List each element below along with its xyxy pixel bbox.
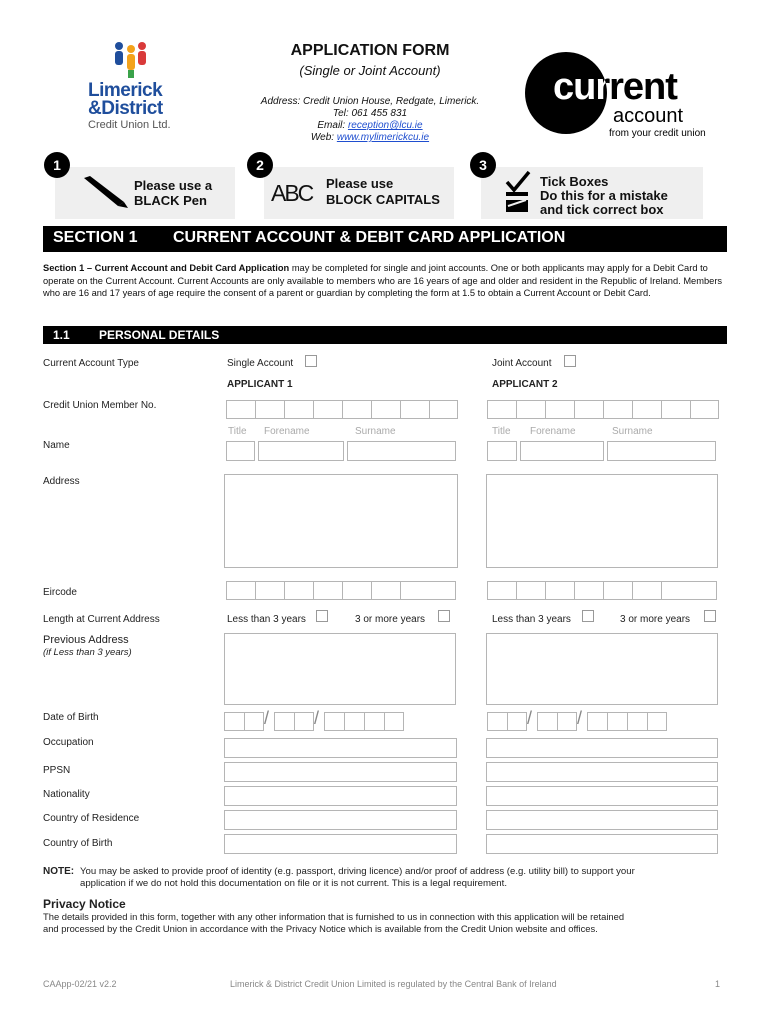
logo-line-limerick: Limerick xyxy=(88,80,163,101)
cu-address: Address: Credit Union House, Redgate, Limerick. xyxy=(260,96,480,107)
joint-account-label: Joint Account xyxy=(492,358,552,369)
account-type-label: Current Account Type xyxy=(43,358,139,369)
family-figures-icon xyxy=(111,40,151,80)
dob-cell[interactable] xyxy=(274,712,294,731)
prev-address-label: Previous Address xyxy=(43,634,129,646)
member-digit-cell[interactable] xyxy=(603,400,632,419)
eircode-cell[interactable] xyxy=(545,581,574,600)
section-title: CURRENT ACCOUNT & DEBIT CARD APPLICATION xyxy=(173,229,566,246)
dob-cell[interactable] xyxy=(344,712,364,731)
a2-less3-label: Less than 3 years xyxy=(492,614,571,625)
eircode-cell[interactable] xyxy=(342,581,371,600)
note-label: NOTE: xyxy=(43,866,75,877)
a1-prev-address-input[interactable] xyxy=(224,633,456,705)
dob-cell[interactable] xyxy=(487,712,507,731)
dob-cell[interactable] xyxy=(507,712,527,731)
member-digit-cell[interactable] xyxy=(371,400,400,419)
applicant-2-heading: APPLICANT 2 xyxy=(492,379,558,390)
member-digit-cell[interactable] xyxy=(545,400,574,419)
tick-box-icon xyxy=(504,170,532,216)
instruction-3-line1: Tick Boxes xyxy=(540,174,609,189)
web-label: Web: xyxy=(310,132,337,143)
a1-forename-hint: Forename xyxy=(264,426,310,437)
a2-forename-hint: Forename xyxy=(530,426,576,437)
instruction-num-1: 1 xyxy=(44,152,70,178)
eircode-cell[interactable] xyxy=(226,581,255,600)
a2-prev-address-input[interactable] xyxy=(486,633,718,705)
eircode-cell[interactable] xyxy=(255,581,284,600)
a2-eircode[interactable] xyxy=(487,581,719,601)
section-number: SECTION 1 xyxy=(53,229,138,246)
applicant-2-member-no[interactable] xyxy=(487,400,719,420)
a1-less3-checkbox[interactable] xyxy=(316,610,328,622)
a1-residence-input[interactable] xyxy=(224,810,457,830)
cu-web-row xyxy=(220,132,520,143)
a1-title-input[interactable] xyxy=(226,441,255,461)
residence-label: Country of Residence xyxy=(43,813,140,824)
member-digit-cell[interactable] xyxy=(313,400,342,419)
instruction-num-3: 3 xyxy=(470,152,496,178)
subsection-title: PERSONAL DETAILS xyxy=(99,328,220,342)
birth-country-label: Country of Birth xyxy=(43,838,113,849)
footer-page-number: 1 xyxy=(715,979,721,989)
dob-cell[interactable] xyxy=(384,712,404,731)
cu-tel: Tel: 061 455 831 xyxy=(332,108,408,119)
form-subtitle: (Single or Joint Account) xyxy=(299,63,441,78)
a1-more3-checkbox[interactable] xyxy=(438,610,450,622)
instruction-2-line1: Please use xyxy=(326,176,394,191)
nationality-label: Nationality xyxy=(43,789,90,800)
eircode-cell[interactable] xyxy=(661,581,717,600)
brand-tagline: from your credit union xyxy=(609,128,706,139)
a2-nationality-input[interactable] xyxy=(486,786,718,806)
personal-details-bar xyxy=(43,326,727,344)
privacy-text-2: and processed by the Credit Union in accordance with the Privacy Notice which is available from the Credit Union website and offices. xyxy=(43,923,598,934)
brand-word-current: current xyxy=(553,66,677,108)
dob-cell[interactable] xyxy=(647,712,667,731)
applicant-1-heading: APPLICANT 1 xyxy=(227,379,293,390)
instruction-1-line1: Please use a xyxy=(134,178,213,193)
member-no-label: Credit Union Member No. xyxy=(43,400,157,411)
footer-code: CAApp-02/21 v2.2 xyxy=(43,979,117,989)
note-text-1: You may be asked to provide proof of identity (e.g. passport, driving licence) and/or proof of address (e.g. utility bill) to support your xyxy=(80,866,635,877)
a1-eircode[interactable] xyxy=(226,581,458,601)
a1-birth-country-input[interactable] xyxy=(224,834,457,854)
dob-cell[interactable] xyxy=(364,712,384,731)
a2-more3-checkbox[interactable] xyxy=(704,610,716,622)
a1-nationality-input[interactable] xyxy=(224,786,457,806)
a2-address-input[interactable] xyxy=(486,474,718,568)
eircode-cell[interactable] xyxy=(284,581,313,600)
a2-title-hint: Title xyxy=(492,426,511,437)
dob-cell[interactable] xyxy=(294,712,314,731)
ppsn-label: PPSN xyxy=(43,765,71,776)
joint-account-checkbox[interactable] xyxy=(564,355,576,367)
section-header-bar xyxy=(43,226,727,252)
credit-union-logo xyxy=(86,40,186,132)
pen-icon xyxy=(80,174,130,210)
a1-address-input[interactable] xyxy=(224,474,458,568)
member-digit-cell[interactable] xyxy=(516,400,545,419)
single-account-checkbox[interactable] xyxy=(305,355,317,367)
a1-surname-hint: Surname xyxy=(355,426,396,437)
brand-word-account: account xyxy=(613,105,684,127)
logo-line-district: &District xyxy=(88,98,163,119)
eircode-cell[interactable] xyxy=(632,581,661,600)
subsection-number: 1.1 xyxy=(53,328,70,342)
prev-address-note: (if Less than 3 years) xyxy=(43,647,132,658)
a1-occupation-input[interactable] xyxy=(224,738,457,758)
cu-email-row xyxy=(220,120,520,131)
a2-title-input[interactable] xyxy=(487,441,517,461)
privacy-text-1: The details provided in this form, together with any other information that is furnished to us in connection with this application will be retained xyxy=(43,911,625,922)
a1-dob[interactable] xyxy=(224,708,406,732)
a2-occupation-input[interactable] xyxy=(486,738,718,758)
member-digit-cell[interactable] xyxy=(574,400,603,419)
dob-slash-icon: / xyxy=(527,708,533,728)
a2-forename-input[interactable] xyxy=(520,441,604,461)
dob-cell[interactable] xyxy=(587,712,607,731)
a2-residence-input[interactable] xyxy=(486,810,718,830)
member-digit-cell[interactable] xyxy=(487,400,516,419)
eircode-cell[interactable] xyxy=(574,581,603,600)
dob-slash-icon: / xyxy=(577,708,583,728)
member-digit-cell[interactable] xyxy=(255,400,284,419)
applicant-1-member-no[interactable] xyxy=(226,400,458,420)
logo-line-ltd: Credit Union Ltd. xyxy=(88,119,171,131)
instruction-1-line2: BLACK Pen xyxy=(134,193,207,208)
a2-dob[interactable] xyxy=(487,708,669,732)
a2-surname-input[interactable] xyxy=(607,441,716,461)
email-link[interactable]: reception@lcu.ie xyxy=(347,120,423,131)
dob-slash-icon: / xyxy=(314,708,320,728)
form-title: APPLICATION FORM xyxy=(290,42,450,59)
address-label: Address xyxy=(43,476,80,487)
member-digit-cell[interactable] xyxy=(400,400,429,419)
a1-less3-label: Less than 3 years xyxy=(227,614,306,625)
member-digit-cell[interactable] xyxy=(429,400,458,419)
member-digit-cell[interactable] xyxy=(632,400,661,419)
eircode-cell[interactable] xyxy=(516,581,545,600)
member-digit-cell[interactable] xyxy=(690,400,719,419)
dob-cell[interactable] xyxy=(244,712,264,731)
instruction-3-line2: Do this for a mistake xyxy=(540,188,668,203)
dob-cell[interactable] xyxy=(324,712,344,731)
instruction-3-line3: and tick correct box xyxy=(540,202,664,217)
eircode-cell[interactable] xyxy=(400,581,456,600)
intro-bold: Section 1 – Current Account and Debit Card Application xyxy=(43,263,290,273)
eircode-cell[interactable] xyxy=(603,581,632,600)
dob-label: Date of Birth xyxy=(43,712,99,723)
dob-slash-icon: / xyxy=(264,708,270,728)
dob-cell[interactable] xyxy=(627,712,647,731)
member-digit-cell[interactable] xyxy=(661,400,690,419)
single-account-label: Single Account xyxy=(227,358,294,369)
a1-forename-input[interactable] xyxy=(258,441,344,461)
intro-text: may be completed for single and joint accounts. One or both applicants may apply for a Debit Card to operate on the Current Account. Current Accounts are only available to members who are 16 years of age and older and resident in the Republic of Ireland. Members who are 16 and 17 years of age require the consent of a parent or guardian by completing the form at 1.5 to obtain a Current Account or Debit Card. xyxy=(43,263,723,298)
a2-birth-country-input[interactable] xyxy=(486,834,718,854)
email-label: Email: xyxy=(317,120,348,131)
instruction-2-line2: BLOCK CAPITALS xyxy=(326,192,440,207)
a2-less3-checkbox[interactable] xyxy=(582,610,594,622)
a1-title-hint: Title xyxy=(228,426,247,437)
eircode-cell[interactable] xyxy=(313,581,342,600)
member-digit-cell[interactable] xyxy=(284,400,313,419)
note-text-2: application if we do not hold this documentation on file or it is not current. This is a legal requirement. xyxy=(80,878,507,889)
member-digit-cell[interactable] xyxy=(226,400,255,419)
dob-cell[interactable] xyxy=(607,712,627,731)
dob-cell[interactable] xyxy=(557,712,577,731)
abc-glyph-icon: ABC xyxy=(271,180,313,206)
name-label: Name xyxy=(43,440,70,451)
eircode-cell[interactable] xyxy=(371,581,400,600)
footer-regulated: Limerick & District Credit Union Limited is regulated by the Central Bank of Ireland xyxy=(230,979,557,989)
a2-more3-label: 3 or more years xyxy=(620,614,691,625)
dob-cell[interactable] xyxy=(224,712,244,731)
a1-ppsn-input[interactable] xyxy=(224,762,457,782)
instruction-num-2: 2 xyxy=(247,152,273,178)
a1-surname-input[interactable] xyxy=(347,441,456,461)
privacy-title: Privacy Notice xyxy=(43,897,126,911)
occupation-label: Occupation xyxy=(43,737,94,748)
eircode-label: Eircode xyxy=(43,587,77,598)
web-link[interactable]: www.mylimerickcu.ie xyxy=(336,132,430,143)
eircode-cell[interactable] xyxy=(487,581,516,600)
a2-surname-hint: Surname xyxy=(612,426,653,437)
section-intro xyxy=(43,262,727,300)
a2-ppsn-input[interactable] xyxy=(486,762,718,782)
member-digit-cell[interactable] xyxy=(342,400,371,419)
length-label: Length at Current Address xyxy=(43,614,160,625)
a1-more3-label: 3 or more years xyxy=(355,614,426,625)
dob-cell[interactable] xyxy=(537,712,557,731)
current-account-logo xyxy=(525,50,725,140)
